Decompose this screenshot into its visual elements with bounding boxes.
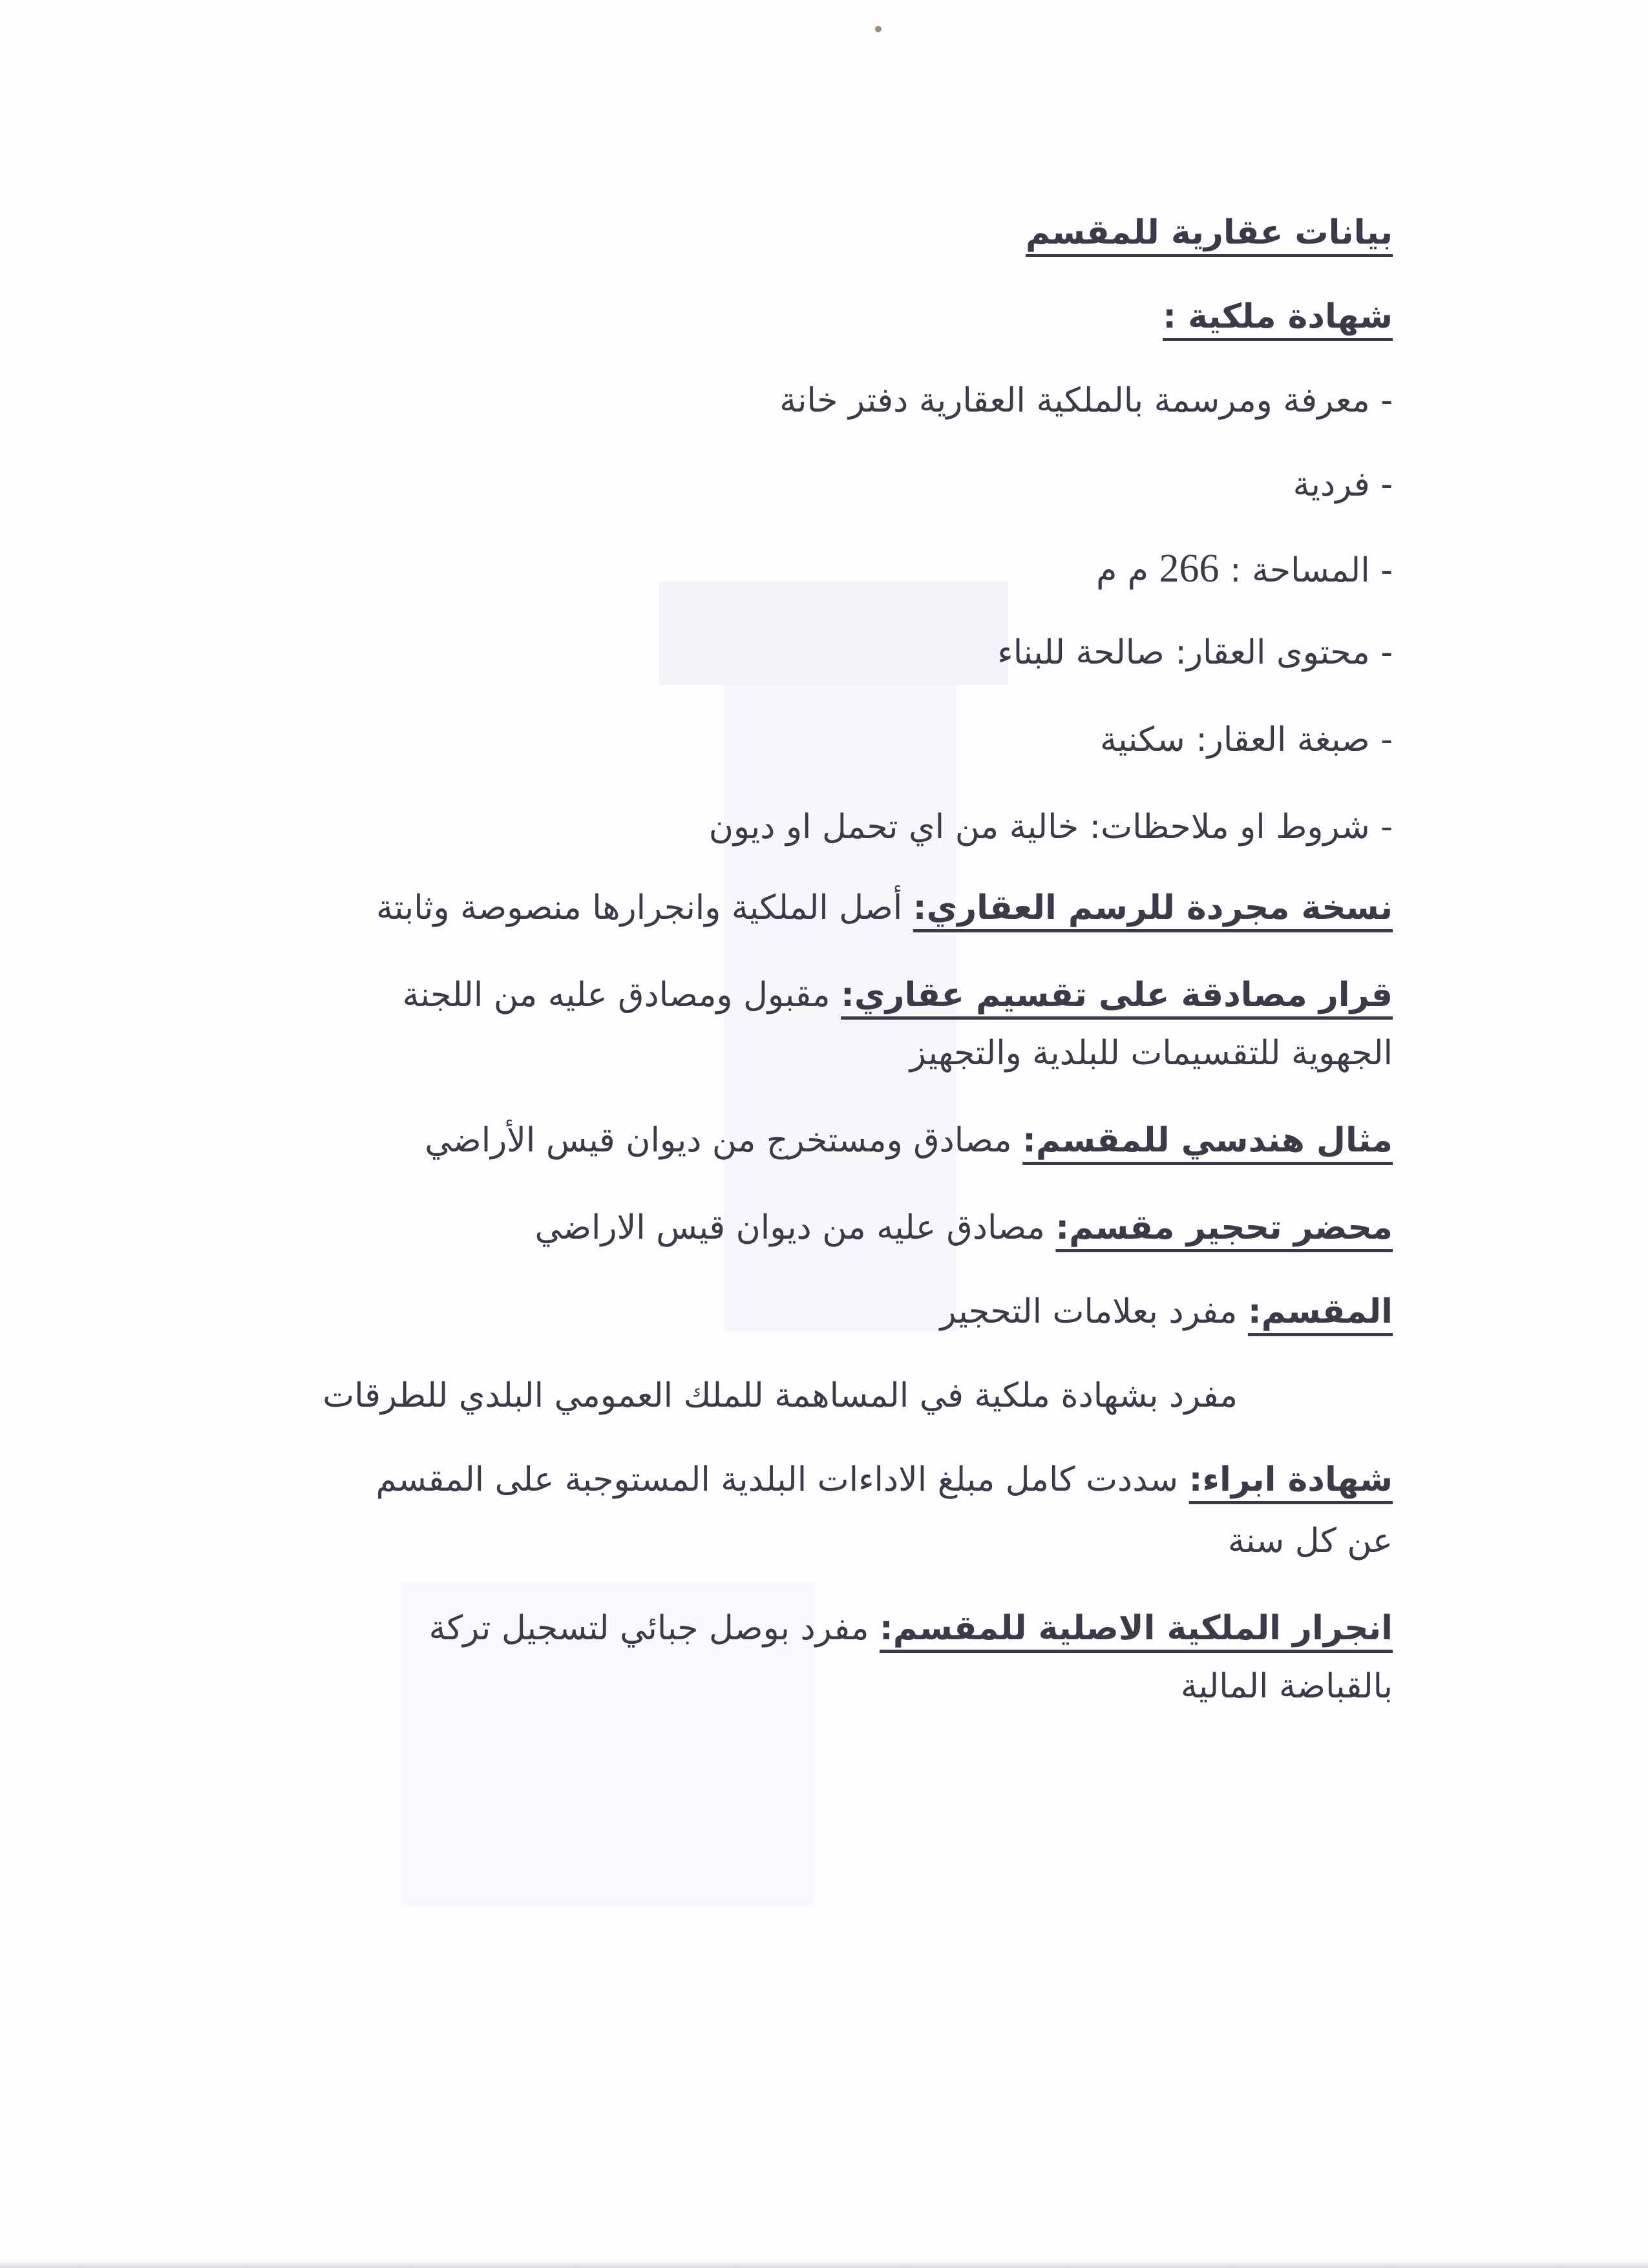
section-continuation: مفرد بشهادة ملكية في المساهمة للملك العمومي البلدي للطرقات bbox=[322, 1376, 1238, 1415]
section-label: محضر تحجير مقسم: bbox=[1055, 1208, 1393, 1247]
section-text: أصل الملكية وانجرارها منصوصة وثابتة bbox=[376, 888, 903, 927]
bullet-property-content: - محتوى العقار: صالحة للبناء bbox=[997, 633, 1393, 672]
section-original-ownership-chain bbox=[429, 1606, 1393, 1651]
section-text: مقبول ومصادق عليه من اللجنة bbox=[402, 976, 830, 1014]
bullet-conditions: - شروط او ملاحظات: خالية من اي تحمل او ديون bbox=[708, 808, 1393, 846]
section-plot bbox=[940, 1289, 1393, 1334]
bullet-property-type: - صبغة العقار: سكنية bbox=[1100, 720, 1393, 759]
section-label: انجرار الملكية الاصلية للمقسم: bbox=[880, 1609, 1393, 1648]
document-title: بيانات عقارية للمقسم bbox=[1026, 213, 1393, 252]
section-text: مفرد بعلامات التحجير bbox=[940, 1292, 1238, 1331]
scan-edge bbox=[0, 2260, 1648, 2268]
section-text: مفرد بوصل جبائي لتسجيل تركة bbox=[428, 1609, 869, 1648]
section-geometric-plan bbox=[425, 1118, 1393, 1163]
area-line bbox=[1096, 546, 1393, 593]
section-continuation: الجهوية للتقسيمات للبلدية والتجهيز bbox=[909, 1034, 1393, 1073]
section-label: المقسم: bbox=[1247, 1292, 1393, 1331]
section-text: مصادق ومستخرج من ديوان قيس الأراضي bbox=[425, 1121, 1012, 1160]
section-boundary-report bbox=[535, 1205, 1393, 1250]
area-value: 266 bbox=[1159, 547, 1220, 591]
scan-speck bbox=[875, 26, 882, 32]
section-text: مصادق عليه من ديوان قيس الاراضي bbox=[534, 1208, 1045, 1247]
bullet-individual: - فردية bbox=[1293, 465, 1393, 504]
ownership-certificate-heading: شهادة ملكية : bbox=[1163, 297, 1393, 336]
section-subdivision-approval bbox=[403, 972, 1393, 1018]
section-text: سددت كامل مبلغ الاداءات البلدية المستوجبة على المقسم bbox=[375, 1460, 1179, 1499]
section-label: شهادة ابراء: bbox=[1188, 1460, 1393, 1499]
section-label: نسخة مجردة للرسم العقاري: bbox=[913, 888, 1393, 927]
scan-shading bbox=[659, 582, 1008, 685]
area-label: - المساحة : bbox=[1230, 551, 1393, 590]
section-continuation: عن كل سنة bbox=[1228, 1522, 1393, 1560]
section-continuation: بالقباضة المالية bbox=[1180, 1667, 1393, 1706]
bullet-registration: - معرفة ومرسمة بالملكية العقارية دفتر خانة bbox=[779, 381, 1393, 420]
section-label: مثال هندسي للمقسم: bbox=[1022, 1121, 1393, 1160]
section-clearance-certificate bbox=[375, 1457, 1393, 1502]
section-land-registry-copy bbox=[376, 885, 1393, 930]
section-label: قرار مصادقة على تقسيم عقاري: bbox=[841, 976, 1393, 1014]
area-unit: م م bbox=[1096, 551, 1148, 590]
